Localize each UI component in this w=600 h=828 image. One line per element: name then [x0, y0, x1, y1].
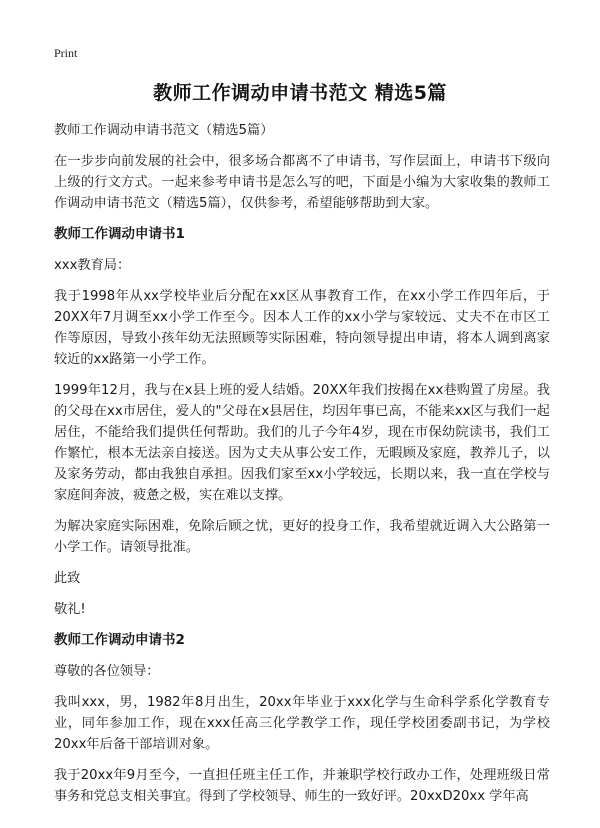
- letter-salutation: xxx教育局：: [54, 258, 131, 273]
- letter-paragraph: 我于1998年从xx学校毕业后分配在xx区从事教育工作，在xx小学工作四年后，于20XX年7月调至xx小学工作至今。因本人工作的xx小学与家较远、丈夫不在市区工作等原因，导致小孩年幼无法照顾等实际困难，特向领导提出申请，将本人调到离家较近的xx路第一小学工作。: [54, 289, 550, 367]
- print-link[interactable]: Print: [54, 46, 78, 60]
- letter-salutation: 尊敬的各位领导：: [54, 664, 160, 679]
- letter-paragraph: 1999年12月，我与在x县上班的爱人结婚。20XX年我们按揭在xx巷购置了房屋。我的父母在xx市居住，爱人的"父母在x县居住，均因年事已高，不能来xx区与我们一起居住，不能给我们提供任何帮助。我们的儿子今年4岁，现在市保幼院读书，我们工作繁忙，根本无法亲自接送。因为丈夫从事公安工作，无暇顾及家庭，教养儿子，以及家务劳动，都由我独自承担。因我们家至xx小学较远，长期以来，我一直在学校与家庭间奔波，疲惫之极，实在难以支撑。: [54, 383, 550, 503]
- section-heading-1: 教师工作调动申请书1: [54, 226, 185, 242]
- section-heading-2: 教师工作调动申请书2: [54, 632, 185, 648]
- letter-paragraph: 我于20xx年9月至今，一直担任班主任工作，并兼职学校行政办工作，处理班级日常事务和党总支相关事宜。得到了学校领导、师生的一致好评。20xxD20xx 学年高: [54, 768, 550, 804]
- article-subtitle: 教师工作调动申请书范文（精选5篇）: [54, 123, 274, 138]
- article-body: [54, 120, 550, 817]
- intro-paragraph: 在一步步向前发展的社会中，很多场合都离不了申请书，写作层面上，申请书下级向上级的行文方式。一起来参考申请书是怎么写的吧，下面是小编为大家收集的教师工作调动申请书范文（精选5篇），仅供参考，希望能够帮助到大家。: [54, 154, 550, 211]
- page-title: 教师工作调动申请书范文 精选5篇: [153, 82, 447, 104]
- letter-paragraph: 我叫xxx，男，1982年8月出生，20xx年毕业于xxx化学与生命科学系化学教育专业，同年参加工作，现在xxx任高三化学教学工作，现任学校团委副书记，为学校20xx年后备干部培训对象。: [54, 695, 550, 752]
- letter-closing: 此致: [54, 571, 81, 586]
- letter-paragraph: 为解决家庭实际困难，免除后顾之忧，更好的投身工作，我希望就近调入大公路第一小学工作。请领导批准。: [54, 519, 550, 555]
- letter-closing: 敬礼!: [54, 602, 86, 617]
